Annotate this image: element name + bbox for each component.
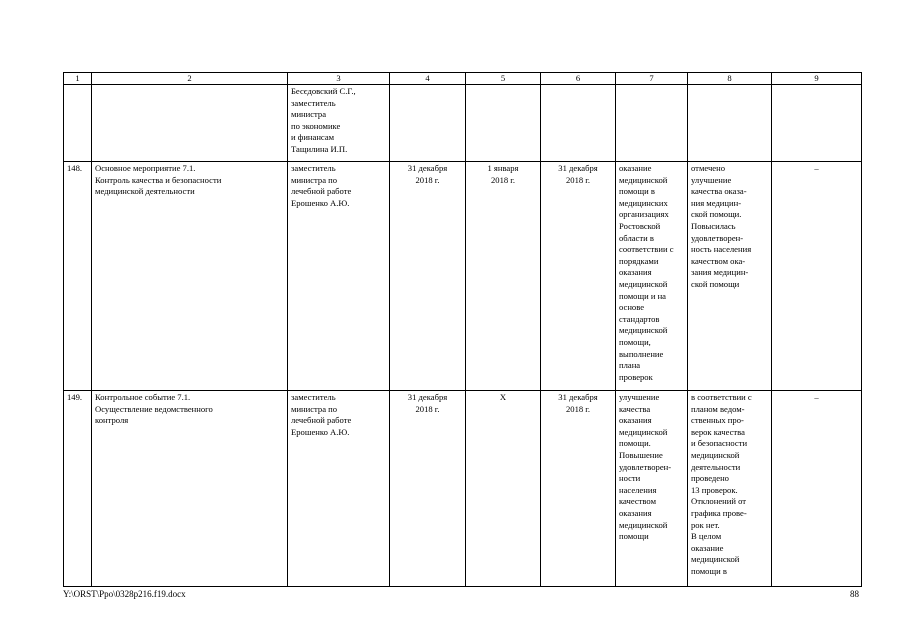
column-number: 6 — [541, 73, 616, 85]
planned-end-cell: 31 декабря 2018 г. — [390, 391, 466, 587]
actual-start-cell — [466, 85, 541, 162]
event-cell — [92, 85, 288, 162]
column-number: 9 — [772, 73, 862, 85]
column-number: 3 — [288, 73, 390, 85]
actual-end-cell: 31 декабря 2018 г. — [541, 162, 616, 391]
planned-result-cell — [616, 85, 688, 162]
planned-result-cell: оказание медицинской помощи в медицинских организациях Ростовской области в соответствии с порядками оказания медицинской помощи и на основе стандартов медицинской помощи, выполнение плана проверок — [616, 162, 688, 391]
footer-file-path: Y:\ORST\Ppo\0328p216.f19.docx — [63, 589, 186, 599]
actual-end-cell — [541, 85, 616, 162]
row-number-cell: 148. — [64, 162, 92, 391]
column-number: 1 — [64, 73, 92, 85]
actual-start-cell: 1 января 2018 г. — [466, 162, 541, 391]
planned-end-cell: 31 декабря 2018 г. — [390, 162, 466, 391]
responsible-cell: заместитель министра по лечебной работе Ерошенко А.Ю. — [288, 391, 390, 587]
column-number-row — [64, 73, 862, 85]
report-table — [63, 72, 862, 587]
problems-cell: – — [772, 162, 862, 391]
table-row — [64, 391, 862, 587]
column-number: 7 — [616, 73, 688, 85]
problems-cell — [772, 85, 862, 162]
column-number: 2 — [92, 73, 288, 85]
column-number: 5 — [466, 73, 541, 85]
table-row — [64, 85, 862, 162]
event-cell: Контрольное событие 7.1. Осуществление ведомственного контроля — [92, 391, 288, 587]
row-number-cell: 149. — [64, 391, 92, 587]
responsible-cell: Бесєдовский С.Г., заместитель министра по экономике и финансам Тащилина И.П. — [288, 85, 390, 162]
actual-start-cell: Х — [466, 391, 541, 587]
page-number: 88 — [850, 589, 859, 599]
problems-cell: – — [772, 391, 862, 587]
event-cell: Основное мероприятие 7.1. Контроль качества и безопасности медицинской деятельности — [92, 162, 288, 391]
actual-result-cell: отмечено улучшение качества оказа- ния медицин- ской помощи. Повысилась удовлетворен- ность населения качеством ока- зания медицин- ской помощи — [688, 162, 772, 391]
actual-result-cell: в соответствии с планом ведом- ственных про- верок качества и безопасности медицинской деятельности проведено 13 проверок. Отклонений от графика прове- рок нет. В целом оказание медицинской помощи в — [688, 391, 772, 587]
actual-end-cell: 31 декабря 2018 г. — [541, 391, 616, 587]
column-number: 8 — [688, 73, 772, 85]
row-number-cell — [64, 85, 92, 162]
responsible-cell: заместитель министра по лечебной работе Ерошенко А.Ю. — [288, 162, 390, 391]
planned-result-cell: улучшение качества оказания медицинской помощи. Повышение удовлетворен- ности населения качеством оказания медицинской помощи — [616, 391, 688, 587]
table-row — [64, 162, 862, 391]
planned-end-cell — [390, 85, 466, 162]
actual-result-cell — [688, 85, 772, 162]
column-number: 4 — [390, 73, 466, 85]
